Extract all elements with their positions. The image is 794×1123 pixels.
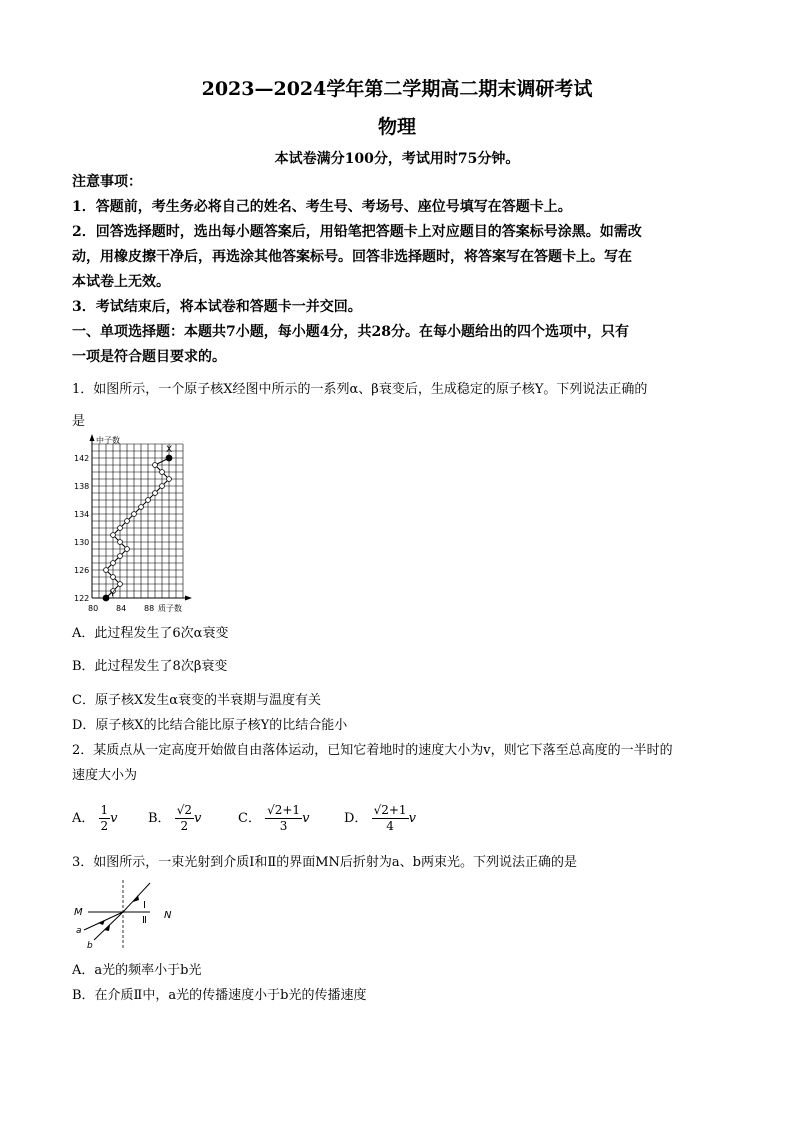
q3-option-a: A．a光的频率小于b光 bbox=[72, 963, 202, 978]
y-tick-label: 122 bbox=[74, 594, 90, 603]
label-medium-2: Ⅱ bbox=[142, 915, 147, 926]
chart-x-ticks bbox=[88, 604, 154, 613]
q2-option-letter: A． bbox=[72, 811, 95, 826]
q2-option-fraction bbox=[265, 803, 302, 834]
section-heading-cont: 一项是符合题目要求的。 bbox=[72, 349, 226, 365]
fraction-numerator: √2 bbox=[176, 803, 192, 817]
decay-point bbox=[118, 582, 123, 587]
decay-point bbox=[153, 491, 158, 496]
y-tick-label: 142 bbox=[74, 454, 90, 463]
decay-point bbox=[160, 470, 165, 475]
decay-point bbox=[146, 498, 151, 503]
notice-item: 1．答题前，考生务必将自己的姓名、考生号、考场号、座位号填写在答题卡上。 bbox=[72, 199, 572, 215]
x-tick-label: 84 bbox=[116, 604, 127, 613]
exam-title: 2023—2024学年第二学期高二期末调研考试 bbox=[201, 78, 593, 100]
q2-stem: 2．某质点从一定高度开始做自由落体运动，已知它着地时的速度大小为v，则它下落至总高度的一半时的 bbox=[72, 743, 673, 758]
q2-option-d bbox=[344, 803, 416, 834]
exam-info: 本试卷满分100分，考试用时75分钟。 bbox=[274, 151, 520, 167]
ray-arrow-icon bbox=[98, 920, 105, 925]
chart-y-arrow bbox=[90, 434, 95, 441]
fraction-denominator: 4 bbox=[386, 819, 394, 833]
y-tick-label: 126 bbox=[74, 566, 90, 575]
q2-option-letter: D． bbox=[344, 811, 368, 826]
decay-point bbox=[125, 547, 130, 552]
notice-heading: 注意事项： bbox=[72, 174, 142, 190]
chart-grid bbox=[92, 444, 183, 598]
q2-option-fraction bbox=[175, 803, 194, 834]
decay-point bbox=[153, 463, 158, 468]
nucleus-x-label: X bbox=[166, 445, 173, 455]
ray-arrow-icon bbox=[104, 925, 110, 931]
q2-option-variable: v bbox=[110, 811, 118, 826]
chart-y-label: 中子数 bbox=[96, 436, 120, 445]
q2-option-variable: v bbox=[302, 811, 310, 826]
decay-chart bbox=[66, 432, 196, 617]
decay-point bbox=[111, 533, 116, 538]
exam-subject: 物理 bbox=[377, 116, 416, 138]
chart-x-label: 质子数 bbox=[158, 604, 182, 613]
notice-item: 2．回答选择题时，选出每小题答案后，用铅笔把答题卡上对应题目的答案标号涂黑。如需改 bbox=[72, 224, 642, 240]
y-tick-label: 130 bbox=[74, 538, 90, 547]
fraction-denominator: 2 bbox=[180, 819, 189, 833]
q1-option-a: A．此过程发生了6次α衰变 bbox=[72, 626, 229, 641]
decay-point bbox=[118, 540, 123, 545]
q2-option-variable: v bbox=[193, 811, 202, 826]
q2-option-variable: v bbox=[408, 811, 416, 826]
refracted-ray-b bbox=[94, 912, 123, 940]
decay-point bbox=[167, 477, 172, 482]
fraction-numerator: √2+1 bbox=[267, 803, 301, 817]
fraction-denominator: 3 bbox=[279, 819, 288, 833]
notice-item: 动，用橡皮擦干净后，再选涂其他答案标号。回答非选择题时，将答案写在答题卡上。写在 bbox=[72, 249, 632, 265]
q3-option-b: B．在介质Ⅱ中，a光的传播速度小于b光的传播速度 bbox=[72, 988, 367, 1003]
q2-option-letter: B． bbox=[148, 811, 171, 826]
chart-y-ticks bbox=[74, 454, 89, 603]
nucleus-point bbox=[166, 455, 172, 461]
q2-option-c bbox=[238, 803, 309, 834]
decay-point bbox=[118, 526, 123, 531]
label-n: N bbox=[164, 910, 172, 921]
y-tick-label: 134 bbox=[74, 510, 90, 519]
q2-option-fraction bbox=[372, 803, 409, 834]
decay-point bbox=[160, 484, 165, 489]
nucleus-point bbox=[103, 595, 109, 601]
label-medium-1: Ⅰ bbox=[143, 900, 146, 911]
decay-point bbox=[111, 561, 116, 566]
label-m: M bbox=[74, 907, 83, 918]
q1-stem-cont: 是 bbox=[72, 414, 86, 429]
fraction-numerator: √2+1 bbox=[373, 803, 407, 817]
q2-option-b bbox=[148, 803, 201, 834]
x-tick-label: 88 bbox=[144, 604, 155, 613]
label-b: b bbox=[87, 941, 93, 951]
q2-stem-cont: 速度大小为 bbox=[72, 768, 138, 783]
decay-point bbox=[139, 505, 144, 510]
chart-x-arrow bbox=[185, 596, 192, 601]
x-tick-label: 80 bbox=[88, 604, 99, 613]
decay-point bbox=[118, 554, 123, 559]
fraction-denominator: 2 bbox=[100, 819, 109, 833]
decay-point bbox=[111, 575, 116, 580]
q2-option-a bbox=[72, 803, 118, 834]
q3-stem: 3．如图所示，一束光射到介质Ⅰ和Ⅱ的界面MN后折射为a、b两束光。下列说法正确的是 bbox=[72, 855, 578, 870]
decay-point bbox=[125, 519, 130, 524]
q2-option-letter: C． bbox=[238, 811, 261, 826]
q2-option-fraction bbox=[99, 803, 111, 834]
label-a: a bbox=[76, 926, 82, 936]
ray-arrow-icon bbox=[133, 895, 139, 902]
notice-item: 3．考试结束后，将本试卷和答题卡一并交回。 bbox=[72, 299, 362, 315]
section-heading: 一、单项选择题：本题共7小题，每小题4分，共28分。在每小题给出的四个选项中，只有 bbox=[72, 324, 629, 340]
fraction-numerator: 1 bbox=[100, 803, 109, 817]
decay-point bbox=[132, 512, 137, 517]
decay-point bbox=[104, 568, 109, 573]
refraction-figure bbox=[70, 878, 185, 953]
notice-item: 本试卷上无效。 bbox=[72, 274, 170, 290]
q1-stem: 1．如图所示，一个原子核X经图中所示的一系列α、β衰变后，生成稳定的原子核Y。下列说法正确的 bbox=[72, 382, 648, 397]
q1-option-c: C．原子核X发生α衰变的半衰期与温度有关 bbox=[72, 693, 321, 708]
y-tick-label: 138 bbox=[74, 482, 90, 491]
nucleus-y-label: Y bbox=[110, 589, 115, 598]
q1-option-b: B．此过程发生了8次β衰变 bbox=[72, 659, 228, 674]
q1-option-d: D．原子核X的比结合能比原子核Y的比结合能小 bbox=[72, 718, 348, 733]
